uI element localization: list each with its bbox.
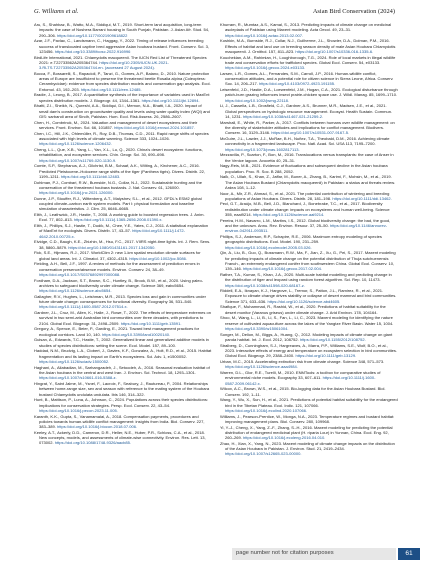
- reference-entry: [220, 71, 398, 87]
- reference-entry: [220, 397, 398, 413]
- doi-link[interactable]: https://doi.org/10.1002/jwmg.22118.: [225, 97, 290, 103]
- doi-link[interactable]: https://doi.org/10.1111/j.1472-4642.2010.00725.x.: [39, 228, 185, 239]
- reference-entry: [34, 131, 212, 147]
- doi-link[interactable]: https://doi.org/10.1111/geb.13129.: [295, 353, 357, 359]
- reference-text: Haghani, A., Aliabadian, M., Sarhangzadeh, J., Setoodeh, A., 2016. Seasonal evaluation habitat of the Asian houbara in the central and west Iran. J. Environ. Sci. Technol. 18, 1293–1301.: [34, 364, 210, 375]
- doi-link[interactable]: https://doi.org/10.2305/IUCN.UK.2021-3.RLTS.T22733562A205364744.en. (accessed 27 August 2024).: [39, 59, 169, 71]
- reference-entry: [220, 272, 398, 288]
- doi-link[interactable]: https://doi.org/10.1111/jbi.12894.: [141, 97, 200, 103]
- running-header-journal: Asian Bird Conservation (2024): [312, 8, 395, 15]
- reference-text: Nagy-Reis, M.B., 2021. Evidence of fluctuations and subsequent decline in the Asian houbara population. Proc. R. Soc. B 288, 2052.: [220, 163, 388, 174]
- doi-link[interactable]: https://doi.org/10.1155/2012/108752.: [299, 337, 366, 343]
- reference-text: Warren, D.L., Glor, R.E., Turelli, M., 2010. ENMTools: a toolbox for comparative studies of environmental niche models. Ecography 33, 607–611.: [220, 369, 381, 381]
- doi-link[interactable]: https://doi.org/10.1016/j.jnc.2021.126000.: [39, 190, 114, 196]
- reference-text: Hunt, B., Mattison, P., Luna, A., Johnson, C., 2024. Populations across their species distributions: implications for conservation strategies. Persp. Ecol. Conserv. 22, 43–54.: [34, 397, 209, 408]
- doi-link[interactable]: https://doi.org/10.1038/s41598-020-68167-z.: [225, 282, 305, 288]
- reference-text: McGuire, J.L., Lawler, J.J., McRae, B.H., Nuñez, T.A., Theobald, D.M., 2016. Achieving climate connectivity in a fragmented landscape. Proc. Natl. Acad. Sci. USA 113, 7195–7200.: [220, 135, 390, 147]
- reference-text: Dohlman, P.J., Combari, R.W., Burnside, N.G., Collar, N.J., 2022. Sustainable hunting and the conservation of the threatened houbara bustards. J. Nat. Conserv. 61, 126000.: [34, 179, 202, 190]
- doi-link[interactable]: https://doi.org/10.1126/science.1206432.: [39, 141, 112, 147]
- reference-entry: [34, 163, 212, 179]
- reference-text: Chen, I.C., Hill, J.K., Ohlemüller, R., Roy, D.B., Thomas, C.D., 2011. Rapid range shifts of species associated with high levels of climate warming. Science 333, 1024–1026.: [34, 130, 209, 141]
- doi-link[interactable]: https://doi.org/10.1111/j.1600-0587.2009.06142.x.: [225, 375, 376, 386]
- reference-entry: [34, 120, 212, 131]
- reference-entry: [34, 310, 212, 326]
- reference-entry: [34, 103, 212, 119]
- reference-entry: [220, 386, 398, 397]
- reference-entry: [34, 381, 212, 397]
- reference-text: Khurram, R., Mumtaz, A.S., Kamal, S., 2013. Predicting impacts of climate change on medicinal asclepiads of Pakistan using Maxent modeling. Acta Oecol. 49, 23–31.: [220, 22, 392, 33]
- references-column-left: [34, 22, 212, 446]
- references-column-right: [220, 22, 398, 457]
- doi-link[interactable]: https://doi.org/10.1016/j.gecco.2017.02.004.: [243, 266, 322, 272]
- doi-link[interactable]: https://doi.org/10.3390/w15061004.: [225, 326, 289, 332]
- doi-link[interactable]: https://doi.org/10.1088/1748-9326/aacb85.: [54, 440, 132, 446]
- page-footer: [0, 548, 427, 562]
- doi-link[interactable]: https://doi.org/10.1007/s11769-020-1130-9.: [39, 157, 117, 163]
- reference-entry: [220, 174, 398, 190]
- reference-entry: [34, 294, 212, 310]
- footer-text: page number not for citation purposes: [236, 550, 334, 556]
- doi-link[interactable]: https://doi.org/10.1080/01431161.2017.1342050.: [68, 244, 156, 250]
- reference-entry: [34, 22, 212, 38]
- reference-entry: [220, 191, 398, 202]
- reference-text: Bhatti, Z.I., Sheikh, N., Qureshi, A.A., Siddiqui, D.I., Memon, N.A., Bhatti, I.A., 2020. Impact of small dam's construction on groundwater quality and levels using water quality index (WQI) and GIS: sarbandi area of Sindh, Pakistan. Hum. Ecol. Risk Assess. 26, 2586–2607.: [34, 103, 210, 119]
- doi-link[interactable]: https://doi.org/10.1126/science.aaa4984.: [225, 364, 298, 370]
- reference-entry: [220, 152, 398, 163]
- doi-link[interactable]: https://doi.org/10.1126/science.aai9214.: [252, 212, 325, 218]
- doi-link[interactable]: https://doi.org/10.1111/een.12485.: [80, 86, 142, 92]
- reference-entry: [220, 359, 398, 370]
- doi-link[interactable]: https://doi.org/10.1007/s12665-023-00000.: [225, 451, 302, 457]
- reference-text: Stralberg, D., Cunningham, S.J., Hargreaves, A., Marra, P.P., Williams, S.E., Wolf, B.O., et al., 2023. Interactive effects of energy and temperature on ecosystem selection in bird communities. Global Ecol. Biogeogr. 29, 2388–2400.: [220, 342, 398, 359]
- reference-text: Guisan, A., Edwards, T.C., Hastie, T., 2002. Generalized linear and generalized additive models in studies of species distributions: setting the scene. Ecol. Model. 157, 89–100.: [34, 337, 209, 348]
- doi-link[interactable]: https://doi.org/10.1111/j.1600-0587.2012.07514.x.: [39, 304, 128, 310]
- reference-text: Larsen, L.R., Gomes, A.L., Fernandes, S.M., Carroll, J.P., 2016. Human-wildlife conflict, conservation attitudes, and a potential role for citizen science in Sierra Leone, Africa. Conserv. Soc. 14, 206–217.: [220, 70, 394, 87]
- reference-text: Haddad, N.M., Brudvig, L.A., Clobert, J., Davies, K.F., Gonzalez, A., Holt, R.D., et al., 2015. Habitat fragmentation and its lasting impact on Earth's ecosystems. Sci. Adv. 1, e1500052.: [34, 348, 212, 359]
- doi-link[interactable]: https://doi.org/10.1007/s10336-016-1335-6.: [295, 48, 374, 54]
- reference-entry: [34, 71, 212, 92]
- doi-link[interactable]: https://doi.org/10.1177/0021909618822: [57, 32, 128, 38]
- reference-entry: [220, 315, 398, 331]
- reference-text: Qin, A., Liu, B., Guo, Q., Bussmann, R.W., Ma, F., Jian, Z., Xu, G., Pei, S., 2017. Maxent modeling for predicting impacts of climate change on the potential distribution of Thuja sutchuenensis Franch., an extremely endangered conifer from southwestern China. Global Ecol. Conserv. 10, 139–146.: [220, 250, 396, 272]
- running-header-authors: G. Williams et al.: [34, 8, 79, 15]
- doi-link[interactable]: https://doi.org/10.1126/science.abc5654.: [39, 288, 112, 294]
- doi-link[interactable]: https://doi.org/10.1016/j.ecolmodel.2005.03.026.: [225, 244, 312, 250]
- doi-link[interactable]: https://doi.org/10.3390/land10020140.: [102, 331, 171, 337]
- reference-text: Hingrat, Y., Saint Jalme, M., Ysnel, F., Lacroix, F., Seabury, J., Rautureau, P., 2004. Relationships between home-range size, sex and season with reference to the mating system of the Houbara bustard Chlamydotis undulata undulata. Ibis 146, 314–322.: [34, 380, 210, 397]
- reference-entry: [34, 147, 212, 163]
- reference-entry: [220, 38, 398, 54]
- reference-entry: [34, 250, 212, 261]
- reference-entry: [220, 163, 398, 174]
- reference-entry: [34, 278, 212, 294]
- doi-link[interactable]: https://doi.org/10.1016/j.envsci.2024.101857.: [114, 124, 195, 130]
- reference-text: Pereira, H.M., Navarro, L.M., Martins, I.S., 2012. Global biodiversity change: the bad, the good, and the unknown. Annu. Rev. Environ. Resour. 37, 25–50.: [220, 217, 391, 229]
- reference-entry: [220, 87, 398, 103]
- doi-link[interactable]: https://doi.org/10.1002/joc.5086.: [129, 255, 188, 261]
- reference-entry: [220, 343, 398, 359]
- reference-text: Naïk, O., Ullah, S., Khan, Z., Jaffar, M., Buner, A., Zhang, B., Karimi, F., Mohsin, M., et al., 2019. The Asian Houbara Bustard (Chlamydotis macqueenii) in Pakistan: a status and threats review. Ardea 108, 1–12.: [220, 174, 396, 190]
- reference-text: Cheng, L.L., Que, X.B., Yang, L., Yan, X.L., Lu, Q., 2020. China's desert ecosystem: functions, rehabilitation, and ecosystem services. Chin. Geogr. Sci. 30, 690–698.: [34, 146, 203, 158]
- reference-text: Wang, Y., Wu, X., Sun, H., et al., 2021. Predictions of potential habitat suitability for the endangered bird in the Tibetan Plateau. Ecol. Indic. 121, 107066.: [220, 397, 398, 408]
- doi-link[interactable]: https://doi.org/10.1126/science.abd4605.: [267, 298, 341, 304]
- doi-link[interactable]: https://doi.org/10.1111/j.1365-2656.2008.01390.x.: [73, 217, 163, 223]
- reference-text: Shafique, F., Muhammad, R., Rashid, W., et al., 2020. Predictions of habitat suitability for the desert monitor (Varanus griseus) under climate change. J. Arid Environ. 178, 104164.: [220, 304, 386, 315]
- doi-link[interactable]: https://doi.org/10.1016/j.actao.2013.02.007.: [225, 32, 304, 38]
- reference-entry: [220, 288, 398, 304]
- reference-text: Shoo, M., Wang, L., Li, B., Li, S., Fan, L., Li, C., 2023. Maxent modeling for identifying the nature reserve of cultivated aquaculture across the lakes of the Yangtze River Basin. Water 15, 1004.: [220, 315, 394, 326]
- reference-text: Urban, M.C., 2015. Accelerating extinction risk from climate change. Science 348, 571–573.: [220, 359, 385, 364]
- reference-entry: [220, 136, 398, 152]
- reference-text: Elvidge, C.D., Baugh, K.E., Zhizhin, M., Hsu, F.C., 2017. VIIRS night-time lights. Int. J. Rem. Sens. 38, 5860–5879.: [34, 239, 211, 250]
- doi-link[interactable]: https://doi.org/10.1016/j.ecoleng.2016.04.010.: [243, 435, 326, 441]
- page-number: 61: [398, 548, 420, 560]
- reference-entry: [34, 38, 212, 54]
- reference-entry: [220, 120, 398, 136]
- reference-text: Keeley, A.T., Ackerly, D.D., Cameron, D.R., Heller, N.E., Huber, P.R., Schloss, C.A., et al., 2018. New concepts, models, and assessments of climate-wise connectivity. Environ. Res. Lett. 13, 073002.: [34, 429, 206, 446]
- reference-text: Karanth, K.K., Gupta, S., Vanamamalai, A., 2018. Compensation payments, procedures and policies towards human-wildlife conflict management: insights from India. Biol. Conserv. 227, 383–389.: [34, 413, 205, 430]
- reference-text: Bradie, J., Leung, B., 2017. A quantitative synthesis of the importance of variables used in MaxEnt species distribution models. J. Biogeogr. 44, 1344–1361.: [34, 92, 210, 103]
- reference-entry: [34, 261, 212, 277]
- reference-text: Marshall, E., White, R., Parker, A., 2017. Conflicts between humans over wildlife management: on the diversity of stakeholder attitudes and implications for conflict management. Biodivers. Conserv. 16, 3129–3146.: [220, 119, 395, 136]
- reference-text: Elith, J., Phillips, S.J., Hastie, T., Dudík, M., Chee, Y.E., Yates, C.J., 2011. A statistical explanation of MaxEnt for ecologists. Divers. Distrib. 17, 43–57.: [34, 223, 209, 234]
- doi-link[interactable]: https://doi.org/10.1073/pnas.1602817113.: [225, 146, 300, 152]
- doi-link[interactable]: https://doi.org/10.1007/s10661-016-5388-z.: [39, 375, 117, 381]
- reference-entry: [220, 22, 398, 38]
- doi-link[interactable]: https://doi.org/10.1017/S0376892997000088.: [39, 271, 121, 277]
- doi-link[interactable]: https://doi.org/10.1111/ddi.13462.: [332, 195, 392, 201]
- reference-entry: [220, 414, 398, 425]
- doi-link[interactable]: https://doi.org/10.1016/j.biocon.2018.07.006.: [57, 424, 138, 430]
- reference-text: Wilcox, A.C., Brown, W.S., et al., 2015. Bio-logging data for the Asian Houbara Bustard. Biol. Conserv. 192, 1–11.: [220, 386, 386, 397]
- reference-text: Chen, H., Combrinck, M., 2024. Valuation and management of desert ecosystems and their services. Front. Environ. Sci. 66, 101857.: [34, 119, 198, 130]
- reference-entry: [220, 425, 398, 441]
- doi-link[interactable]: https://doi.org/10.1016/j.ecolind.2020.107066.: [225, 407, 308, 413]
- reference-entry: [220, 441, 398, 457]
- reference-text: Leisenfeld, J.D., Hastie, D.A., Loewenfeld, J.M., Hogan, C.A., 2021. Ecological disturbance through patch-burn grazing influences insect prairie-chicken space use. J. Wildl. Manag. 85, 1699–1710.: [220, 87, 398, 98]
- doi-link[interactable]: https://doi.org/10.1126/sciadv.1500052.: [39, 359, 110, 364]
- reference-entry: [220, 250, 398, 271]
- reference-entry: [34, 223, 212, 239]
- doi-link[interactable]: https://doi.org/10.1007/s10531-007-9167-5.: [271, 130, 350, 136]
- reference-entry: [34, 55, 212, 71]
- reference-text: Azar, J.F., Pavlac, C., Landsmann, C., Haggag, Y., 2022. Timing of release influences breeding success of translocated captive bred aggressive Asian houbara bustard. Front. Conserv. Sci. 3, 123456.: [34, 38, 209, 54]
- doi-link[interactable]: https://doi.org/10.1016/j.pecon.2023.11.005.: [39, 407, 118, 413]
- doi-link[interactable]: https://doi.org/10.4103/0972-4923.191155.: [258, 81, 336, 87]
- reference-text: Fielding, A.H., Bell, J.F., 1997. A review of methods for the assessment of prediction errors in conservation presence/absence models. Environ. Conserv. 24, 38–49.: [34, 261, 200, 272]
- doi-link[interactable]: https://doi.org/10.1038/s41467-021-21259-2.: [243, 114, 324, 119]
- reference-text: Songer, M., Delion, M., Biggs, A., Huang, Q., 2012. Modeling impacts of climate change on giant panda habitat. Int. J. Ecol. 2012, 108752.: [220, 331, 393, 343]
- reference-text: Riddell, E.A., Iknayan, K.J., Hargrove, L., Tremor, S., Patton, J.L., Ramirez, R., et al., 2021. Exposure to climate change drives stability or collapse of desert mammal and bird communities. Science 371, 633–636.: [220, 288, 397, 304]
- reference-text: Yi, Y.-J., Cheng, X., Yang, Z.-F., Zhang, S.-H., 2016. Maxent modeling for predicting the potential distribution of endangered medicinal plant (H. riparia Lour) in Yunnan, China. Ecol. Eng. 92, 260–269.: [220, 424, 393, 441]
- reference-entry: [34, 180, 212, 196]
- reference-text: Fick, S.E., Hijmans, R.J., 2017. WorldClim 2: new 1-km spatial resolution climate surfaces for global land areas. Int. J. Climatol. 37, 4302–4315.: [34, 250, 201, 261]
- doi-link[interactable]: https://doi.org/10.1016/j.gecco.2024.e03133.: [225, 65, 306, 71]
- doi-link[interactable]: https://doi.org/10.1111/ddi.12483.: [60, 173, 121, 179]
- reference-text: Noor, A., Mir, Z.R., Ahmad, S., et al., 2021. The potential contribution of wintering and breeding populations of Asian Houbara. Divers. Distrib. 28, 181–198.: [220, 190, 390, 201]
- reference-entry: [34, 196, 212, 212]
- reference-entry: [34, 326, 212, 337]
- reference-text: Phillips, S.J., Anderson, R.P., Schapire, R.E., 2006. Maximum entropy modeling of species geographic distributions. Ecol. Model. 190, 231–259.: [220, 234, 382, 245]
- reference-entry: [34, 337, 212, 348]
- reference-text: Kouchekian, A.M., Rahimian, H., Loughborough, T.G., 2024. Role of local markets in illegal wildlife trade and conservation efforts for trafficked species. Global Ecol. Conserv. 54, e03133.: [220, 54, 396, 65]
- reference-text: Elith, J., Leathwick, J.R., Hastie, T., 2008. A working guide to boosted regression trees. J. Anim. Ecol. 77, 802–813.: [34, 212, 205, 223]
- reference-entry: [220, 103, 398, 119]
- reference-entry: [220, 218, 398, 234]
- reference-text: Mezzavilla, P., Scarton, F., Bon, M., 2016. Translocations versus transplants: the case of Anser in the Venice lagoon. Avocetta 40, 25–31.: [220, 152, 394, 163]
- reference-text: Gardner, J.L., Cruz, M., Allen, K., Haile, J., Rowe, T., 2022. The effects of temperature extremes on survival in two semi-arid Australian bird communities over three decades, with predictions to 2104. Global Ecol. Biogeogr. 31, 2498–2509.: [34, 310, 212, 326]
- reference-text: Pecl, G.T., Araújo, M.B., Bell, J.D., Blanchard, J., Bonebrake, T.C., et al., 2017. Biodiversity redistribution under climate change: impacts on ecosystems and human well-being. Science 355, eaai9214.: [220, 201, 390, 218]
- reference-entry: [220, 304, 398, 315]
- reference-text: Comte, S.P., Stephanus, A.J., Gilchrist, B.M., Schaaf, A.K., Wilting, A., Kirchener, A.C., 2016. Predicted Pleistocene–Holocene range shifts of the tiger (Panthera tigris). Divers. Distrib. 22, 1199–1211.: [34, 163, 206, 179]
- reference-entry: [220, 370, 398, 386]
- reference-text: Aru, S., Shahbaz, B., Watto, M.A., Siddiqui, M.T., 2019. Short-term land acquisition, long-term impacts: the case of Noshera Barrani housing in South Punjab, Pakistan. J. Asian Afr. Stud. 54, 290–306.: [34, 22, 210, 38]
- reference-text: Rather, T.A., Kumar, S., Khan, J.A., 2020. Multi-scale habitat modelling and predicting change in the distribution of tiger and leopard using random forest algorithm. Sci. Rep. 10, 11473.: [220, 271, 392, 283]
- reference-entry: [220, 234, 398, 250]
- reference-text: Bocca, F., Bossarelli, S., Rapacioli, P., Tanzi, G., Gomes, A.P., Baiano, D., 2010. Nature protection areas of Europe are insufficient to preserve the threatened beetle Rosalia alpina (Coleoptera: Cerambycidae): evidence from species distribution models and conservation gap analysis. Ecol. Entomol. 43, 192–203.: [34, 70, 211, 92]
- reference-text: Koshkin, M.A., Burnside, R.J., Collar, N.J., Guilherme, J.L., Showler, D.A., Dolman, P.M., 2016. Effects of habitat and land use on breeding season density of male Asian Houbara Chlamydotis macqueenii. J. Ornithol. 157, 811–823.: [220, 38, 396, 54]
- reference-text: Li, J., Cassella, L.B., Grosfield, C.J., Gardner, A.S., Brunner, M.R., Madsen, J.E., et al., 2021. Global perspectives on hydrologic resource management. Ecosyst. Health Sustain. Commun. 14, 1231.: [220, 103, 393, 119]
- reference-entry: [220, 332, 398, 343]
- reference-text: Williams, J., Pearson-Prentice, W., Monga, N.A., 2023. Temperature regimes and bustard habitat: improving management plans. Biol. Conserv. 280, 109968.: [220, 413, 395, 424]
- reference-text: Fordham, D.A., Jackson, S.T., Brown, S.C., Huntley, B., Brook, B.W., et al., 2020. Using paleo-archives to safeguard biodiversity under climate change. Science 369, eabc5654.: [34, 277, 204, 288]
- reference-entry: [34, 212, 212, 223]
- reference-text: Zhao, H., Xian, X., Yang, N., 2023. Maxent modeling of climate change impacts on the distribution of the Asian Houbara in Pakistan. J. Environ. Stud. 21, 2419–2434.: [220, 440, 395, 452]
- reference-text: Dunne, J.P., Stouffer, R.J., Wittenberg, A.T., Malyshev, S.L., et al., 2012. GFDL's ESM2 global coupled climate–carbon earth system models. Part I: physical formulation and baseline simulation characteristics. J. Clim. 25, 6646–6665.: [34, 195, 202, 212]
- reference-entry: [34, 414, 212, 430]
- reference-text: Gallagher, R.V., Hughes, L., Leishman, M.R., 2013. Species loss and gain in communities under future climate change: consequences for functional diversity. Ecography 36, 531–540.: [34, 293, 206, 305]
- reference-text: Gregory, A., Spence, E., Beier, P., Garding, E., 2021. Toward best management practices for ecological corridors. Land 10, 140.: [34, 326, 200, 337]
- reference-entry: [34, 239, 212, 250]
- doi-link[interactable]: https://doi.org/10.1111/geb.13591.: [120, 320, 182, 326]
- reference-entry: [34, 365, 212, 381]
- reference-entry: [34, 430, 212, 446]
- reference-entry: [220, 55, 398, 71]
- reference-entry: [34, 397, 212, 413]
- reference-text: BirdLife International, 2021. Chlamydotis macqueenii. The IUCN Red List of Threatened Species 2021: e.T22733562A205364744.: [34, 54, 207, 65]
- reference-entry: [220, 201, 398, 217]
- reference-entry: [34, 348, 212, 364]
- reference-entry: [34, 92, 212, 103]
- doi-link[interactable]: https://doi.org/10.1146/annurev-environ-042911-093511.: [225, 223, 388, 234]
- doi-link[interactable]: https://doi.org/10.3389/fcosc.2022.916996: [54, 48, 131, 54]
